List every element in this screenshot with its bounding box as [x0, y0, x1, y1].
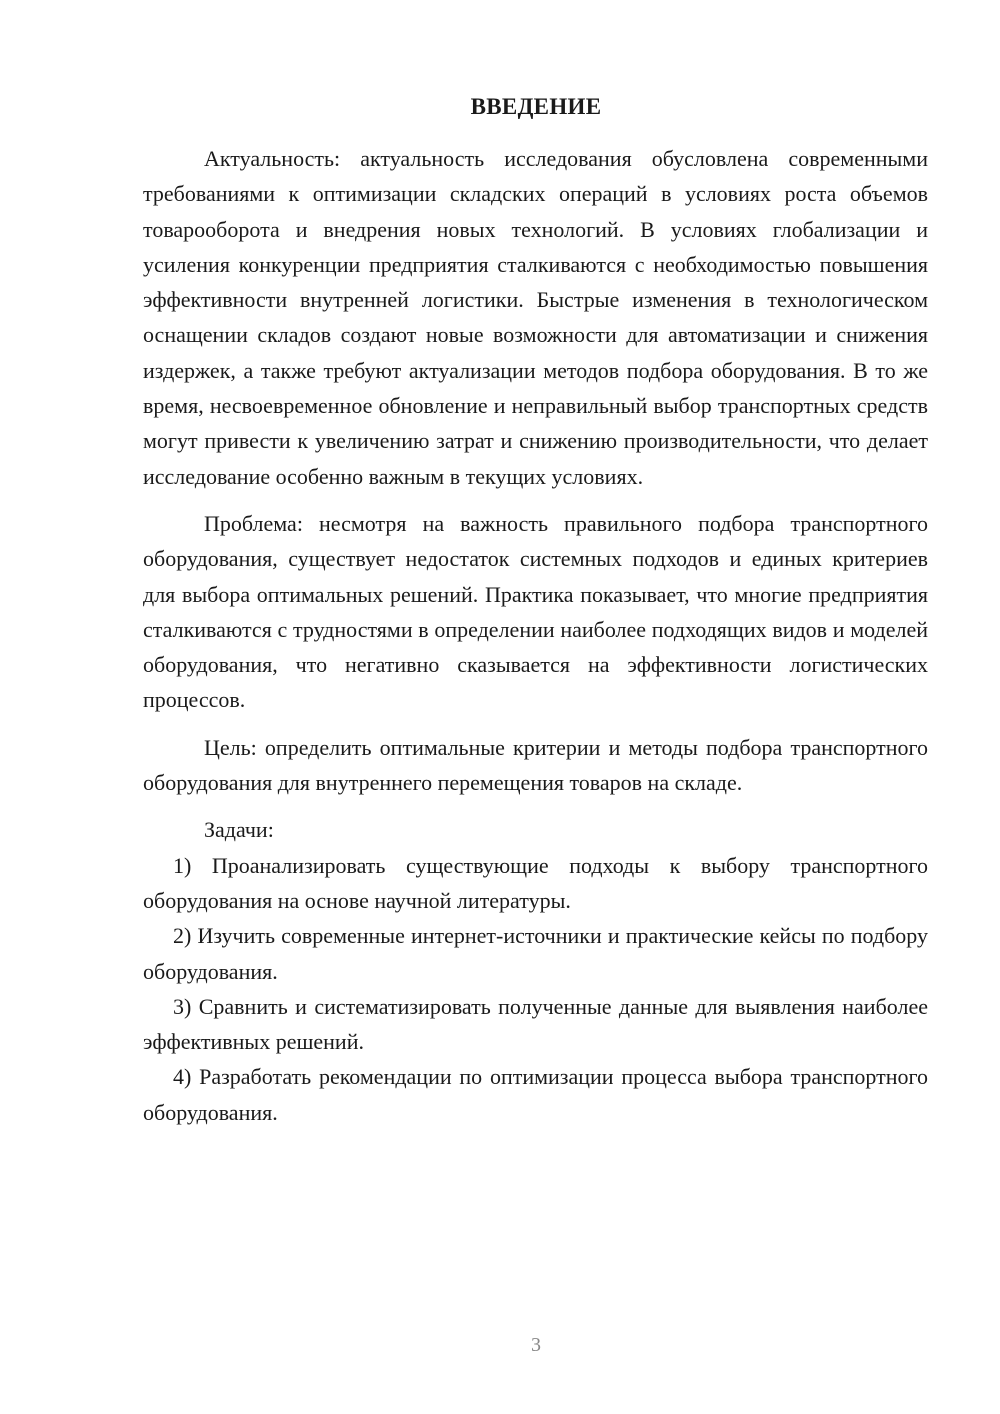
- page-number: 3: [531, 1334, 541, 1356]
- tasks-label: Задачи:: [204, 817, 274, 843]
- task-item-3: 3) Сравнить и систематизировать полученные данные для выявления наиболее эффективных решений.: [143, 993, 928, 1055]
- task-item-1: 1) Проанализировать существующие подходы к выбору транспортного оборудования на основе научной литературы.: [143, 852, 928, 913]
- paragraph-problem: Проблема: несмотря на важность правильного подбора транспортного оборудования, существует недостаток системных подходов и единых критериев для выбора оптимальных решений. Практика показывает, что многие предприятия сталкиваются с трудностями в определении наиболее подходящих видов и моделей оборудования, что негативно сказывается на эффективности логистических процессов.: [143, 510, 928, 713]
- paragraph-goal: Цель: определить оптимальные критерии и методы подбора транспортного оборудования для внутреннего перемещения товаров на складе.: [143, 734, 928, 796]
- paragraph-relevance: Актуальность: актуальность исследования обусловлена современными требованиями к оптимизации складских операций в условиях роста объемов товарооборота и внедрения новых технологий. В условиях глобализации и усиления конкуренции предприятия сталкиваются с необходимостью повышения эффективности внутренней логистики. Быстрые изменения в технологическом оснащении складов создают новые возможности для автоматизации и снижения издержек, а также требуют актуализации методов подбора оборудования. В то же время, несвоевременное обновление и неправильный выбор транспортных средств могут привести к увеличению затрат и снижению производительности, что делает исследование особенно важным в текущих условиях.: [143, 146, 928, 489]
- section-heading: ВВЕДЕНИЕ: [470, 94, 602, 119]
- task-item-2: 2) Изучить современные интернет-источники и практические кейсы по подбору оборудования.: [143, 923, 928, 984]
- document-body: [143, 141, 928, 1130]
- task-item-4: 4) Разработать рекомендации по оптимизации процесса выбора транспортного оборудования.: [143, 1064, 928, 1125]
